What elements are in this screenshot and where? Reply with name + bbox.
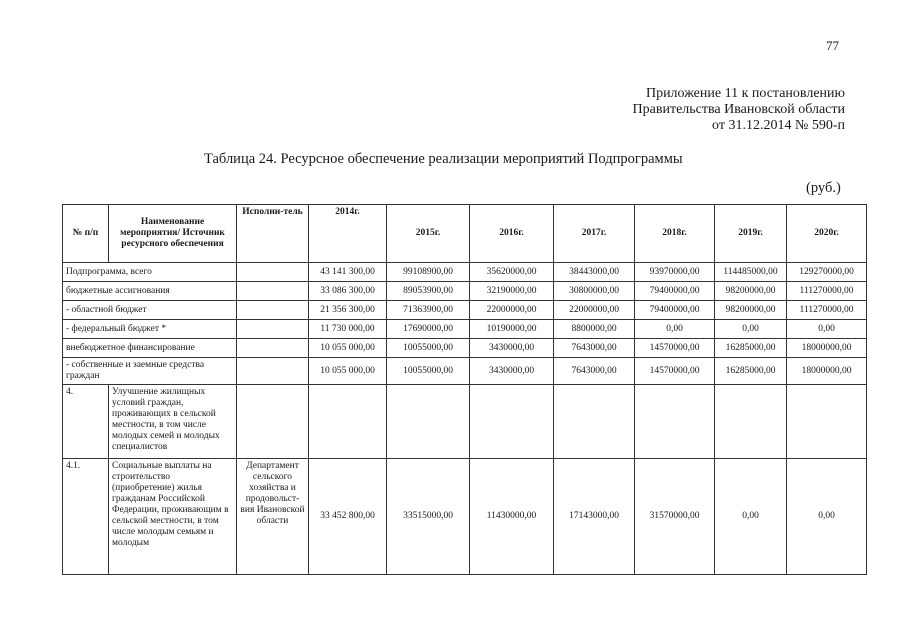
- item-name: Социальные выплаты на строительство (приобретение) жилья гражданам Российской Федерации, проживающим в сельской местности, в том числе молодым семьям и молодым: [109, 459, 237, 575]
- executor-cell: [237, 385, 309, 459]
- header-year-2015: 2015г.: [387, 205, 470, 263]
- item-number: 4.1.: [63, 459, 109, 575]
- table-row: [63, 301, 867, 320]
- value-cell: [635, 385, 715, 459]
- value-cell: 17143000,00: [554, 459, 635, 575]
- value-cell: 21 356 300,00: [309, 301, 387, 320]
- value-cell: 89053900,00: [387, 282, 470, 301]
- item-number: 4.: [63, 385, 109, 459]
- row-label: - собственные и заемные средства граждан: [63, 358, 237, 385]
- value-cell: 32190000,00: [470, 282, 554, 301]
- header-year-2019: 2019г.: [715, 205, 787, 263]
- row-label: - федеральный бюджет *: [63, 320, 237, 339]
- value-cell: 3430000,00: [470, 358, 554, 385]
- appendix-line-1: Приложение 11 к постановлению: [645, 86, 845, 101]
- appendix-caption: [633, 86, 845, 134]
- value-cell: 93970000,00: [635, 263, 715, 282]
- table-row: [63, 459, 867, 575]
- unit-label: (руб.): [806, 180, 841, 196]
- value-cell: [715, 385, 787, 459]
- header-row: [63, 205, 867, 263]
- table-row: [63, 358, 867, 385]
- value-cell: 114485000,00: [715, 263, 787, 282]
- executor-cell: [237, 282, 309, 301]
- value-cell: 0,00: [787, 459, 867, 575]
- value-cell: 33 452 800,00: [309, 459, 387, 575]
- value-cell: 11430000,00: [470, 459, 554, 575]
- value-cell: 0,00: [635, 320, 715, 339]
- row-label: - областной бюджет: [63, 301, 237, 320]
- value-cell: 98200000,00: [715, 301, 787, 320]
- value-cell: 10190000,00: [470, 320, 554, 339]
- value-cell: 18000000,00: [787, 358, 867, 385]
- value-cell: 22000000,00: [470, 301, 554, 320]
- executor-cell: [237, 358, 309, 385]
- value-cell: 14570000,00: [635, 358, 715, 385]
- table-row: [63, 320, 867, 339]
- value-cell: 99108900,00: [387, 263, 470, 282]
- table-row: [63, 282, 867, 301]
- value-cell: 43 141 300,00: [309, 263, 387, 282]
- header-year-2017: 2017г.: [554, 205, 635, 263]
- value-cell: 0,00: [715, 320, 787, 339]
- value-cell: 17690000,00: [387, 320, 470, 339]
- value-cell: 14570000,00: [635, 339, 715, 358]
- value-cell: 98200000,00: [715, 282, 787, 301]
- value-cell: 0,00: [787, 320, 867, 339]
- value-cell: 18000000,00: [787, 339, 867, 358]
- table-title: Таблица 24. Ресурсное обеспечение реализации мероприятий Подпрограммы: [204, 151, 683, 167]
- value-cell: 30800000,00: [554, 282, 635, 301]
- value-cell: [309, 385, 387, 459]
- value-cell: 33 086 300,00: [309, 282, 387, 301]
- executor-cell: [237, 339, 309, 358]
- executor-cell: [237, 301, 309, 320]
- value-cell: 16285000,00: [715, 339, 787, 358]
- page-number: 77: [826, 38, 839, 53]
- resource-table: [62, 204, 867, 575]
- value-cell: 33515000,00: [387, 459, 470, 575]
- value-cell: 8800000,00: [554, 320, 635, 339]
- value-cell: 31570000,00: [635, 459, 715, 575]
- value-cell: 10 055 000,00: [309, 358, 387, 385]
- table-row: [63, 263, 867, 282]
- row-label: бюджетные ассигнования: [63, 282, 237, 301]
- value-cell: 7643000,00: [554, 339, 635, 358]
- header-executor: Исполни-тель: [237, 205, 309, 263]
- header-year-2014: 2014г.: [309, 205, 387, 263]
- value-cell: [554, 385, 635, 459]
- header-year-2018: 2018г.: [635, 205, 715, 263]
- value-cell: [787, 385, 867, 459]
- value-cell: [387, 385, 470, 459]
- value-cell: 11 730 000,00: [309, 320, 387, 339]
- header-name: Наименование мероприятия/ Источник ресурсного обеспечения: [109, 205, 237, 263]
- appendix-line-2: Правительства Ивановской области: [632, 102, 845, 117]
- value-cell: 129270000,00: [787, 263, 867, 282]
- value-cell: 71363900,00: [387, 301, 470, 320]
- value-cell: 79400000,00: [635, 282, 715, 301]
- executor-cell: Департамент сельского хозяйства и продовольст-вия Ивановской области: [237, 459, 309, 575]
- appendix-line-3: от 31.12.2014 № 590-п: [712, 118, 845, 133]
- header-num: № п/п: [63, 205, 109, 263]
- item-name: Улучшение жилищных условий граждан, проживающих в сельской местности, в том числе молодых семей и молодых специалистов: [109, 385, 237, 459]
- value-cell: 16285000,00: [715, 358, 787, 385]
- value-cell: 10 055 000,00: [309, 339, 387, 358]
- value-cell: 10055000,00: [387, 358, 470, 385]
- value-cell: 111270000,00: [787, 282, 867, 301]
- row-label: внебюджетное финансирование: [63, 339, 237, 358]
- row-label: Подпрограмма, всего: [63, 263, 237, 282]
- value-cell: [470, 385, 554, 459]
- value-cell: 111270000,00: [787, 301, 867, 320]
- header-year-2016: 2016г.: [470, 205, 554, 263]
- executor-cell: [237, 320, 309, 339]
- value-cell: 35620000,00: [470, 263, 554, 282]
- value-cell: 7643000,00: [554, 358, 635, 385]
- table-row: [63, 385, 867, 459]
- value-cell: 3430000,00: [470, 339, 554, 358]
- table-row: [63, 339, 867, 358]
- value-cell: 38443000,00: [554, 263, 635, 282]
- executor-cell: [237, 263, 309, 282]
- value-cell: 22000000,00: [554, 301, 635, 320]
- value-cell: 0,00: [715, 459, 787, 575]
- value-cell: 10055000,00: [387, 339, 470, 358]
- header-year-2020: 2020г.: [787, 205, 867, 263]
- value-cell: 79400000,00: [635, 301, 715, 320]
